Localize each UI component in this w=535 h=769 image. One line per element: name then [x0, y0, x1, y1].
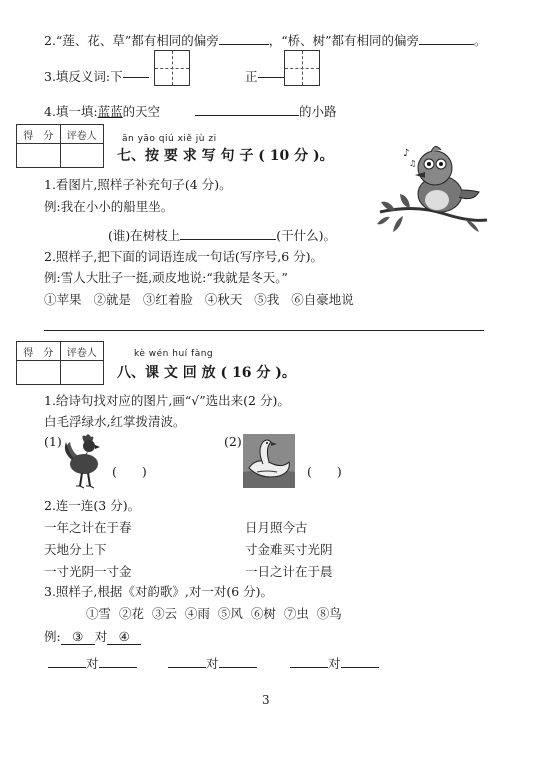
matching-left-item[interactable]: 一年之计在于春: [44, 520, 132, 535]
matching-right-item[interactable]: 一日之计在于晨: [245, 564, 333, 579]
s8-q3-options: [86, 604, 342, 622]
matching-left-item[interactable]: 天地分上下: [44, 542, 107, 557]
answer-paren[interactable]: ( ): [112, 464, 147, 479]
answer-blank[interactable]: [99, 655, 137, 668]
word-option: ②就是: [93, 292, 131, 307]
score-cell[interactable]: [17, 361, 61, 385]
tianzige-box[interactable]: [284, 50, 320, 86]
word-option: ⑤我: [254, 292, 280, 307]
word-option: ①苹果: [44, 292, 82, 307]
word-option: ④秋天: [204, 292, 243, 307]
word-option: ②花: [118, 606, 144, 621]
dui-label: 对: [328, 656, 341, 671]
q2-mid: ，“桥、树”都有相同的偏旁: [268, 33, 420, 48]
s7-q1-sentence: [108, 226, 336, 244]
score-header: 得 分: [17, 342, 61, 361]
dui-label: 对: [206, 656, 219, 671]
q4-second: [195, 102, 337, 120]
tianzige-box[interactable]: [154, 50, 190, 86]
s8-q3-example: [44, 627, 141, 645]
goose-image[interactable]: [243, 434, 295, 488]
matching-right-item[interactable]: 寸金难买寸光阴: [245, 542, 333, 557]
question-3: [44, 67, 149, 85]
answer-blank[interactable]: [341, 655, 379, 668]
question-4: [44, 102, 160, 120]
music-note-icon: ♫: [409, 159, 417, 168]
s7-q2-options: [44, 290, 354, 308]
q3-label: 3.填反义词:下: [44, 69, 123, 84]
grader-header: 评卷人: [60, 125, 104, 144]
s7-question-1: 1.看图片,照样子补充句子(4 分)。: [44, 177, 232, 192]
word-option: ⑤风: [217, 606, 243, 621]
example-label: 例:: [44, 629, 61, 644]
q4-word: 蓝蓝: [97, 104, 123, 119]
example-word-a: ③: [61, 629, 95, 645]
answer-paren[interactable]: ( ): [307, 464, 342, 479]
score-header: 得 分: [17, 125, 61, 144]
answer-blank[interactable]: [219, 32, 269, 45]
q4-label: 4.填一填:: [44, 104, 98, 119]
answer-blank[interactable]: [219, 655, 257, 668]
question-2: [44, 31, 487, 49]
pair-row: [290, 654, 379, 672]
word-option: ③云: [151, 606, 177, 621]
poem-line: 白毛浮绿水,红掌拨清波。: [44, 414, 186, 429]
q3-second: [245, 67, 284, 85]
bird-belly: [425, 190, 449, 210]
option-2-label: (2): [224, 434, 242, 449]
score-cell[interactable]: [17, 144, 61, 168]
answer-blank[interactable]: [168, 655, 206, 668]
music-note-icon: ♪: [403, 148, 410, 159]
score-box: [16, 341, 104, 385]
answer-blank[interactable]: [180, 227, 276, 240]
word-option: ③红着脸: [142, 292, 193, 307]
word-option: ④雨: [184, 606, 210, 621]
page-number: 3: [262, 693, 270, 707]
s8-question-1: 1.给诗句找对应的图片,画“√”选出来(2 分)。: [44, 393, 290, 408]
bird-on-branch-illustration: [375, 142, 490, 237]
s8-question-2: 2.连一连(3 分)。: [44, 498, 141, 513]
s8-question-3: 3.照样子,根据《对韵歌》,对一对(6 分)。: [44, 584, 274, 599]
s7-q1-sent-a: (谁)在树枝上: [108, 228, 181, 243]
q3-second-label: 正: [245, 69, 258, 84]
section-8-title: 八、课 文 回 放 ( 16 分 )。: [117, 365, 296, 381]
s7-q1-sent-b: (干什么)。: [276, 228, 337, 243]
word-option: ⑥树: [250, 606, 276, 621]
word-option: ⑥自豪地说: [291, 292, 354, 307]
dash-line: [123, 77, 149, 78]
q4-end: 的小路: [299, 104, 337, 119]
word-option: ⑦虫: [283, 606, 309, 621]
s7-q1-example: 例:我在小小的船里坐。: [44, 199, 174, 214]
bird-head: [418, 151, 452, 185]
q2-text: 2.“莲、花、草”都有相同的偏旁: [44, 33, 219, 48]
dui-label: 对: [94, 629, 108, 644]
rooster-image[interactable]: [62, 432, 108, 490]
answer-blank[interactable]: [419, 32, 474, 45]
option-1-label: (1): [44, 434, 62, 449]
grader-cell[interactable]: [60, 361, 104, 385]
grader-cell[interactable]: [60, 144, 104, 168]
grader-header: 评卷人: [60, 342, 104, 361]
pair-row: [48, 654, 137, 672]
bird-tail: [459, 190, 479, 199]
q4-rest: 的天空: [122, 104, 161, 119]
section-8-pinyin: kè wén huí fàng: [134, 349, 214, 359]
answer-blank[interactable]: [48, 655, 86, 668]
word-option: ①雪: [86, 606, 112, 621]
answer-blank[interactable]: [195, 103, 299, 116]
example-word-b: ④: [107, 629, 141, 645]
dui-label: 对: [86, 656, 99, 671]
word-option: ⑧鸟: [316, 606, 342, 621]
score-box: [16, 124, 104, 168]
section-7-pinyin: ān yāo qiú xiě jù zi: [122, 134, 217, 144]
section-7-title: 七、按 要 求 写 句 子 ( 10 分 )。: [117, 148, 334, 164]
matching-left-item[interactable]: 一寸光阴一寸金: [44, 564, 132, 579]
q2-end: 。: [474, 33, 487, 48]
dash-line: [258, 77, 284, 78]
answer-line[interactable]: [44, 330, 484, 331]
pair-row: [168, 654, 257, 672]
answer-blank[interactable]: [290, 655, 328, 668]
s7-q2-example: 例:雪人大肚子一挺,顽皮地说:“我就是冬天。”: [44, 270, 288, 285]
s7-question-2: 2.照样子,把下面的词语连成一句话(写序号,6 分)。: [44, 249, 324, 264]
matching-right-item[interactable]: 日月照今古: [245, 520, 308, 535]
